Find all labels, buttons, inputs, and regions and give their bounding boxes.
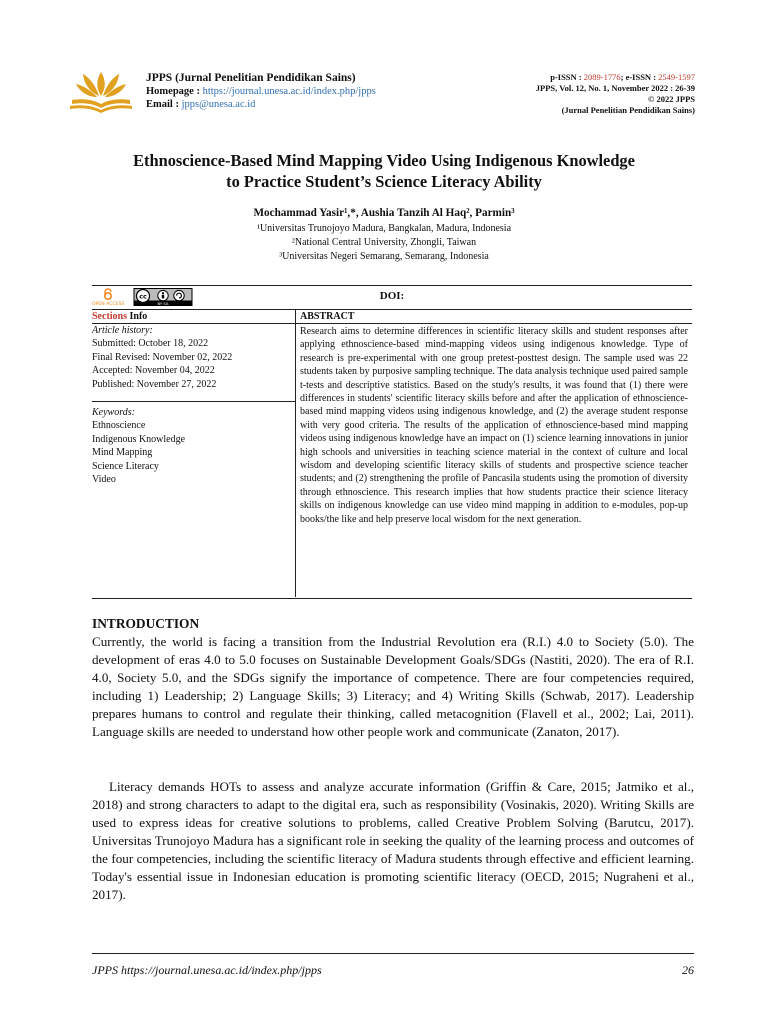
keyword-item: Science Literacy xyxy=(92,461,159,472)
svg-text:cc: cc xyxy=(139,292,147,301)
homepage-label: Homepage : xyxy=(146,86,200,97)
homepage-link[interactable]: https://journal.unesa.ac.id/index.php/jpps xyxy=(202,86,376,97)
footer-journal-url: JPPS https://journal.unesa.ac.id/index.php/jpps xyxy=(92,963,322,977)
submitted-date: Submitted: October 18, 2022 xyxy=(92,338,209,349)
volume-info: JPPS, Vol. 12, No. 1, November 2022 : 26-39 xyxy=(535,83,695,93)
bottom-rule xyxy=(92,598,692,599)
revised-date: Final Revised: November 02, 2022 xyxy=(92,352,233,363)
keyword-item: Ethnoscience xyxy=(92,420,146,431)
email-link[interactable]: jpps@unesa.ac.id xyxy=(181,99,256,110)
journal-info xyxy=(146,72,376,111)
eissn-value: 2549-1597 xyxy=(658,72,695,82)
authors: Mochammad Yasir¹,*, Aushia Tanzih Al Haq², Parmin³ xyxy=(253,207,515,219)
affiliation-2: ²National Central University, Zhongli, Taiwan xyxy=(291,237,477,248)
affiliation-1: ¹Universitas Trunojoyo Madura, Bangkalan, Madura, Indonesia xyxy=(256,223,512,234)
keywords-label: Keywords: xyxy=(92,407,135,418)
column-divider xyxy=(295,310,296,597)
journal-paren: (Jurnal Penelitian Pendidikan Sains) xyxy=(561,105,695,115)
abstract-text: Research aims to determine differences in scientific literacy skills and student responses after applying ethnoscience-based mind-mapping videos using indigenous knowledge. Type of research is pre-experimental with one group pretest-posttest design. The sample used was 22 students taken by purposive sampling technique. The data analysis technique used paired sample t-tests and descriptive statistics. Based on the study's results, it was found that (1) there were differences in students' scientific literacy skills before and after the application of ethnoscience-based mind mapping videos using indigenous knowledge, and (2) the average student response with very good criteria. The results of the application of ethnoscience-based mind mapping videos using indigenous knowledge have an impact on (1) science learning innovations in junior high schools and universities in teaching science material in the context of culture and local wisdom and developing scientific literacy skills of students and prospective science teacher students; and (2) strengthening the profile of Pancasila students using the promotion of diversity through ethnoscience. This research implies that how students practice their science literacy skills on indigenous knowledge can use video mind mapping in addition to e-modules, pop-up books/the like and help preserve local wisdom for the next generation. xyxy=(300,326,688,525)
abstract-heading: ABSTRACT xyxy=(300,311,355,322)
header-rule xyxy=(92,309,692,310)
sections-red: Sections xyxy=(92,311,127,322)
body-paragraph-2: Literacy demands HOTs to assess and analyze accurate information (Griffin & Care, 2015; Jatmiko et al., 2018) and strong characters to adapt to the digital era, such as responsibility (Vosinakis, 2020). Writing Skills are used to express ideas for creative solutions to problems, called Creative Problem Solving (Barutcu, 2017). Universitas Trunojoyo Madura has a significant role in seeking the quality of the learning process and outcomes of the four competencies, including the scientific literacy of Madura students through effective and efficient learning. Today's essential issue in Indonesian education is promoting scientific literacy (OECD, 2015; Nugraheni et al., 2017). xyxy=(92,779,694,902)
eissn-label: ; e-ISSN : xyxy=(620,72,657,82)
footer-rule xyxy=(92,953,694,954)
title-line-2: to Practice Student’s Science Literacy Ability xyxy=(226,172,542,191)
journal-logo-icon xyxy=(66,66,136,114)
article-title xyxy=(60,150,708,192)
oa-text: OPEN ACCESS xyxy=(92,302,125,306)
page-number: 26 xyxy=(682,963,694,977)
keyword-item: Mind Mapping xyxy=(92,447,153,458)
journal-name: JPPS (Jurnal Penelitian Pendidikan Sains) xyxy=(146,72,356,84)
introduction-heading: INTRODUCTION xyxy=(92,616,200,631)
article-history-label: Article history: xyxy=(92,325,153,336)
affiliation-3: ³Universitas Negeri Semarang, Semarang, Indonesia xyxy=(279,251,489,262)
email-label: Email : xyxy=(146,99,179,110)
pissn-label: p-ISSN : xyxy=(550,72,582,82)
cc-text: BY SA xyxy=(157,301,169,306)
pissn-value: 2089-1776 xyxy=(583,72,621,82)
keyword-item: Video xyxy=(92,474,116,485)
issn-info xyxy=(536,72,695,116)
accepted-date: Accepted: November 04, 2022 xyxy=(92,365,215,376)
doi-label: DOI: xyxy=(379,290,405,302)
sections-rest: Info xyxy=(127,311,148,322)
title-line-1: Ethnoscience-Based Mind Mapping Video Using Indigenous Knowledge xyxy=(133,151,635,170)
top-rule xyxy=(92,285,692,286)
published-date: Published: November 27, 2022 xyxy=(92,379,217,390)
subheader-rule xyxy=(92,323,692,324)
copyright: © 2022 JPPS xyxy=(648,94,695,104)
keyword-item: Indigenous Knowledge xyxy=(92,434,186,445)
history-rule xyxy=(92,401,295,402)
sections-info-label xyxy=(92,311,147,322)
body-paragraph-1: Currently, the world is facing a transition from the Industrial Revolution era (R.I.) 4.0 to Society (5.0). The development of eras 4.0 to 5.0 focuses on Sustainable Development Goals/SDGs (Nastiti, 2020). The era of R.I. 4.0, Society 5.0, and the SDGs signify the importance of competence. There are four competencies required, including 1) Leadership; 2) Language Skills; 3) Literacy; and 4) Writing Skills (Schwab, 2017). Leadership prepares humans to control and regulate their thinking, called metacognition (Flavell et al., 2002; Lai, 2011). Language skills are needed to understand how other people work and communicate (Zanaton, 2017). xyxy=(92,634,694,739)
